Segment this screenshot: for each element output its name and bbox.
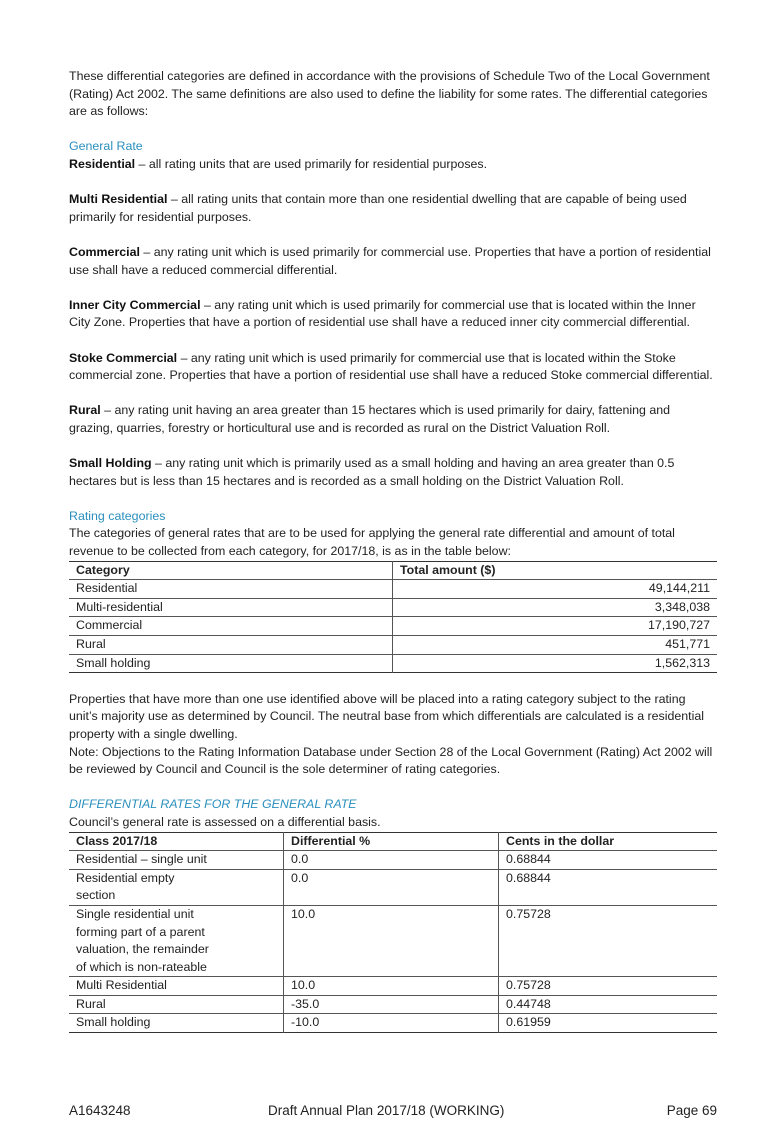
table-cell: Residential empty section [69, 869, 284, 905]
definition-text: – all rating units that contain more than one residential dwelling that are capable of being used primarily for residential purposes. [69, 192, 687, 224]
definition-term: Stoke Commercial [69, 350, 178, 365]
definition-residential [69, 156, 717, 174]
column-header: Class 2017/18 [69, 832, 284, 851]
differential-intro: Council’s general rate is assessed on a differential basis. [69, 814, 381, 829]
definition-text: – any rating unit which is used primarily for commercial use. Properties that have a portion of residential use shall have a reduced commercial differential. [69, 244, 711, 277]
table-row [69, 598, 717, 617]
table-cell: 10.0 [284, 905, 499, 976]
table-cell: 0.0 [284, 851, 499, 870]
table-cell: 1,562,313 [393, 654, 718, 673]
rating-categories-table [69, 561, 717, 674]
table-cell: 0.68844 [499, 869, 718, 905]
column-header: Total amount ($) [400, 562, 496, 577]
table-cell: 3,348,038 [393, 598, 718, 617]
definition-rural [69, 402, 717, 437]
definition-term: Residential [69, 156, 136, 171]
column-header: Differential % [284, 832, 499, 851]
document-id: A1643248 [69, 1103, 131, 1118]
table-row [69, 869, 717, 905]
table-cell: Small holding [69, 654, 393, 673]
definition-term: Small Holding [69, 456, 152, 471]
table-row [69, 654, 717, 673]
table-cell: 0.68844 [499, 851, 718, 870]
table-row [69, 636, 717, 655]
column-header: Cents in the dollar [506, 833, 615, 848]
table-row [69, 995, 717, 1014]
table-cell: Rural [69, 995, 284, 1014]
table-cell: 0.44748 [499, 995, 718, 1014]
definition-term: Commercial [69, 244, 140, 259]
table-cell: Commercial [69, 617, 393, 636]
document-title: Draft Annual Plan 2017/18 (WORKING) [268, 1103, 505, 1118]
table-row [69, 977, 717, 996]
definition-text: – any rating unit which is used primarily for commercial use that is located within the Inner City Zone. Properties that have a portion of residential use shall have a reduced inner city commercial differential. [69, 297, 696, 330]
table-cell: 49,144,211 [393, 580, 718, 599]
page-footer [69, 1103, 717, 1123]
table-row [69, 1014, 717, 1033]
differential-heading: DIFFERENTIAL RATES FOR THE GENERAL RATE [69, 797, 357, 812]
column-header: Category [69, 561, 393, 580]
definition-term: Inner City Commercial [69, 297, 201, 312]
properties-note: Properties that have more than one use identified above will be placed into a rating category subject to the rating unit’s majority use as determined by Council. The neutral base from which differentials are calculated is a residential property with a single dwelling. [69, 691, 705, 741]
table-row [69, 617, 717, 636]
table-cell: -35.0 [284, 995, 499, 1014]
table-cell: 0.61959 [499, 1014, 718, 1033]
table-row [69, 851, 717, 870]
table-cell: -10.0 [284, 1014, 499, 1033]
table-cell: Multi Residential [69, 977, 284, 996]
document-body [69, 68, 717, 1033]
definition-term: Multi Residential [69, 192, 168, 207]
table-row [69, 580, 717, 599]
table-cell: 0.75728 [499, 905, 718, 976]
definition-text: – all rating units that are used primarily for residential purposes. [135, 156, 488, 171]
table-cell: Single residential unit forming part of a parent valuation, the remainder of which is non-rateable [69, 905, 284, 976]
table-cell: 10.0 [284, 977, 499, 996]
table-cell: Multi-residential [69, 598, 393, 617]
table-cell: Residential – single unit [69, 851, 284, 870]
definition-text: – any rating unit having an area greater than 15 hectares which is used primarily for dairy, fattening and grazing, quarries, forestry or horticultural use and is recorded as rural on the District Valuation Roll. [69, 403, 671, 435]
definition-text: – any rating unit which is used primarily for commercial use that is located within the Stoke commercial zone. Properties that have a portion of residential use shall have a reduced Stoke commercial differential. [69, 350, 713, 383]
definition-commercial [69, 244, 717, 279]
objections-note: Note: Objections to the Rating Information Database under Section 28 of the Local Government (Rating) Act 2002 will be reviewed by Council and Council is the sole determiner of rating categories. [69, 744, 713, 777]
table-cell: Small holding [69, 1014, 284, 1033]
definition-term: Rural [69, 403, 101, 418]
table-cell: Rural [69, 636, 393, 655]
table-cell: 17,190,727 [393, 617, 718, 636]
table-header-row [69, 832, 717, 851]
table-row [69, 905, 717, 976]
differential-rates-table [69, 832, 717, 1034]
definition-inner-city-commercial [69, 297, 717, 332]
intro-paragraph: These differential categories are defined in accordance with the provisions of Schedule Two of the Local Government (Rating) Act 2002. The same definitions are also used to define the liability for some rates. The differential categories are as follows: [69, 69, 710, 119]
definition-multi-residential [69, 191, 717, 226]
definition-stoke-commercial [69, 350, 717, 385]
table-cell: 451,771 [393, 636, 718, 655]
table-header-row [69, 561, 717, 580]
definition-small-holding [69, 455, 717, 490]
table-cell: Residential [69, 580, 393, 599]
table-cell: 0.0 [284, 869, 499, 905]
general-rate-heading: General Rate [69, 139, 143, 154]
rating-categories-heading: Rating categories [69, 508, 166, 523]
table-cell: 0.75728 [499, 977, 718, 996]
page-number: Page 69 [666, 1103, 717, 1118]
rating-categories-intro: The categories of general rates that are to be used for applying the general rate differential and amount of total revenue to be collected from each category, for 2017/18, is as in the table below: [69, 526, 675, 559]
definition-text: – any rating unit which is primarily used as a small holding and having an area greater than 0.5 hectares but is less than 15 hectares and is recorded as a small holding on the District Valuation Roll. [69, 456, 675, 488]
